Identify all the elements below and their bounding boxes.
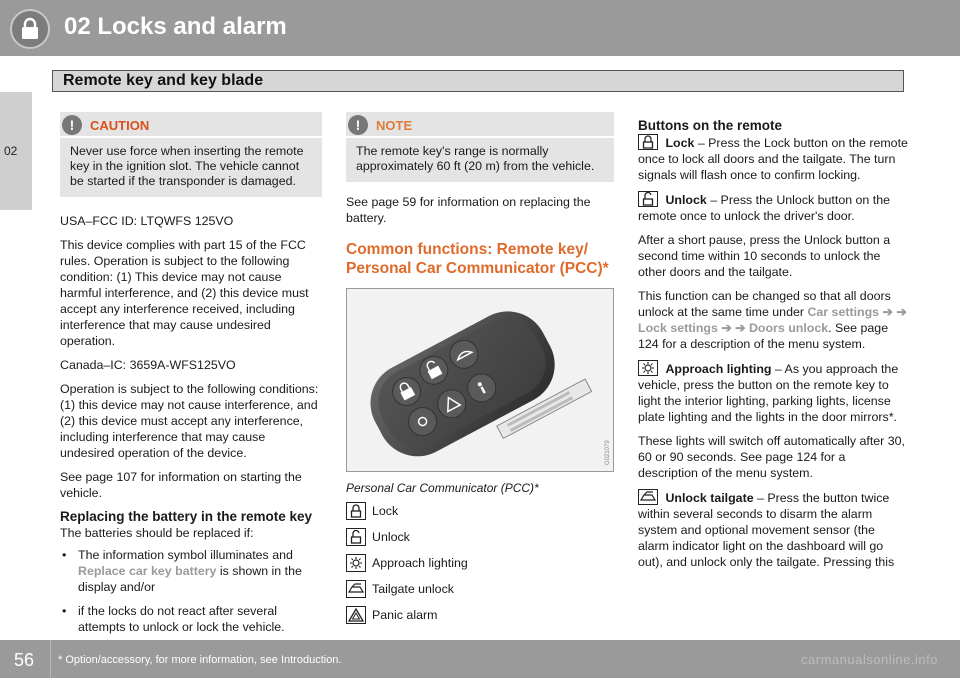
tailgate-icon bbox=[346, 580, 366, 598]
change-setting-text: This function can be changed so that all doors unlock at the same time under Car settings ➔ ➔ Lock settings ➔ ➔ Doors unlock. See page 124 for a description of the menu system. bbox=[638, 289, 907, 351]
unlock-icon bbox=[346, 528, 366, 546]
note-label: NOTE bbox=[376, 118, 413, 133]
lock-icon bbox=[638, 134, 658, 150]
menu-car-settings: Car settings bbox=[807, 305, 880, 319]
approach-light-icon bbox=[346, 554, 366, 572]
remote-key-figure bbox=[346, 288, 614, 472]
chapter-side-tab bbox=[0, 92, 32, 210]
menu-lock-settings: Lock settings bbox=[638, 321, 718, 335]
chapter-side-tab-label: 02 bbox=[4, 144, 18, 158]
list-item bbox=[346, 606, 614, 624]
caution-box bbox=[60, 112, 322, 197]
remote-key-illustration bbox=[347, 289, 614, 472]
page-header bbox=[0, 0, 960, 56]
tailgate-description: Unlock tailgate – Press the button twice within several seconds to disarm the alarm system and optional movement sensor (the alarm indicator light on the dashboard will go out), and unlock only the tailgate. Pressing this bbox=[638, 491, 895, 569]
list-item bbox=[346, 554, 614, 572]
column-middle bbox=[346, 112, 614, 632]
panic-icon bbox=[346, 606, 366, 624]
list-item-label: Tailgate unlock bbox=[372, 582, 454, 596]
approach-lighting-description: Approach lighting – As you approach the vehicle, press the button on the remote key to light the interior lighting, parking lights, license plate lighting and the lights in the door mirrors*. bbox=[638, 362, 899, 424]
arrow-right-icon: ➔ ➔ bbox=[717, 321, 749, 335]
battery-conditions-list bbox=[60, 547, 322, 635]
list-item-label: Lock bbox=[372, 504, 399, 518]
list-item bbox=[346, 580, 614, 598]
section-title-bar bbox=[52, 70, 904, 92]
caution-label: CAUTION bbox=[90, 118, 150, 133]
list-item-label: Approach lighting bbox=[372, 556, 468, 570]
page-footer bbox=[0, 640, 960, 678]
caution-text: Never use force when inserting the remote key in the ignition slot. The vehicle cannot be started if the transponder is damaged. bbox=[70, 144, 304, 188]
section-title: Remote key and key blade bbox=[63, 72, 264, 89]
fcc-id: USA–FCC ID: LTQWFS 125VO bbox=[60, 214, 234, 228]
common-functions-heading: Common functions: Remote key/ Personal Car Communicator (PCC)* bbox=[346, 241, 609, 277]
battery-heading: Replacing the battery in the remote key bbox=[60, 509, 313, 524]
list-item: • if the locks do not react after several attempts to unlock or lock the vehicle. bbox=[60, 603, 322, 635]
list-item bbox=[346, 502, 614, 520]
starting-reference: See page 107 for information on starting the vehicle. bbox=[60, 470, 302, 500]
footnote: * Option/accessory, for more information, see Introduction. bbox=[58, 654, 342, 666]
buttons-heading: Buttons on the remote bbox=[638, 118, 782, 133]
tailgate-icon bbox=[638, 489, 658, 505]
footer-divider bbox=[50, 640, 51, 678]
arrow-right-icon: ➔ bbox=[879, 305, 897, 319]
watermark: carmanualsonline.info bbox=[801, 652, 938, 667]
battery-intro: The batteries should be replaced if: bbox=[60, 526, 254, 540]
figure-code: G021079 bbox=[605, 440, 611, 465]
figure-caption: Personal Car Communicator (PCC)* bbox=[346, 481, 539, 495]
lock-icon bbox=[346, 502, 366, 520]
battery-reference: See page 59 for information on replacing the battery. bbox=[346, 195, 591, 225]
list-item: • The information symbol illuminates and Replace car key battery is shown in the display and/or bbox=[60, 547, 322, 595]
unlock-icon bbox=[638, 191, 658, 207]
arrow-right-icon: ➔ bbox=[896, 305, 907, 319]
lock-description: Lock – Press the Lock button on the remote once to lock all doors and the tailgate. The turn signals will flash once to confirm locking. bbox=[638, 136, 908, 182]
menu-doors-unlock: Doors unlock bbox=[748, 321, 829, 335]
note-text: The remote key's range is normally approximately 60 ft (20 m) from the vehicle. bbox=[356, 144, 595, 173]
approach-light-icon bbox=[638, 360, 658, 376]
canada-text: Operation is subject to the following conditions: (1) this device may not cause interference, and (2) this device must accept any interference, including interference that may cause undesired operation of the device. bbox=[60, 382, 319, 460]
unlock-description: Unlock – Press the Unlock button on the remote once to unlock the driver's door. bbox=[638, 193, 890, 223]
page-number: 56 bbox=[14, 650, 35, 670]
column-left bbox=[60, 112, 322, 643]
column-right bbox=[638, 118, 908, 578]
fcc-text: This device complies with part 15 of the FCC rules. Operation is subject to the following condition: (1) This device may not cause harmful interference, and (2) this device must accept any interference received, including interference that may cause undesired operation. bbox=[60, 238, 309, 348]
list-item bbox=[346, 528, 614, 546]
after-pause-text: After a short pause, press the Unlock button a second time within 10 seconds to unlock the other doors and the tailgate. bbox=[638, 233, 891, 279]
info-icon: ! bbox=[348, 115, 368, 135]
lights-off-text: These lights will switch off automatically after 30, 60 or 90 seconds. See page 124 for a description of the menu system. bbox=[638, 434, 905, 480]
lock-chapter-icon bbox=[10, 9, 50, 49]
warning-icon: ! bbox=[62, 115, 82, 135]
list-item-label: Unlock bbox=[372, 530, 410, 544]
note-box bbox=[346, 112, 614, 182]
menu-text-replace-battery: Replace car key battery bbox=[78, 564, 217, 578]
list-item-label: Panic alarm bbox=[372, 608, 438, 622]
canada-id: Canada–IC: 3659A-WFS125VO bbox=[60, 358, 236, 372]
chapter-title: 02 Locks and alarm bbox=[64, 13, 287, 40]
